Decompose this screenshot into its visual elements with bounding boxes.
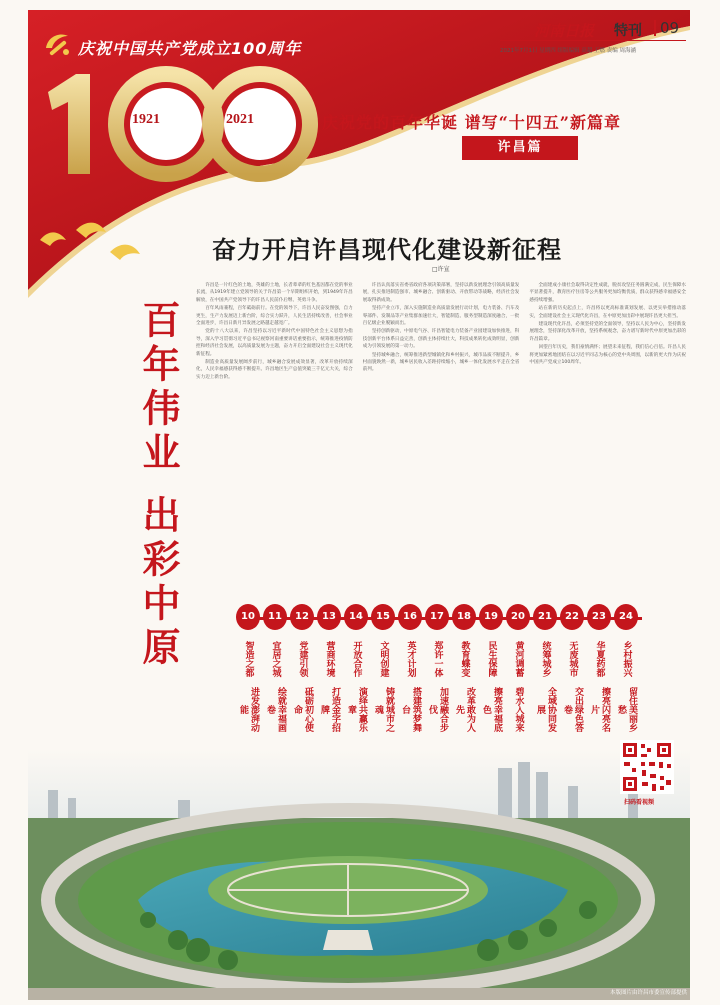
paragraph: 建设现代化许昌，必须坚持党的全面领导，坚持以人民为中心，坚持新发展理念，坚持深化改革开放，坚持系统观念，奋力谱写新时代中原更加出彩的许昌篇章。 <box>529 322 687 342</box>
paragraph: 坚持创新驱动，中原电气谷、许昌智能电力装备产业园建设加快推进，科技创新平台体系日益完善，创新主体持续壮大，科技成果转化成效明显，创新成为引领发展的第一动力。 <box>362 329 520 350</box>
newspaper-brand: 河南日报 <box>534 22 595 40</box>
chapter-title: 乡村振兴 <box>621 641 632 677</box>
chapter-number: 18 <box>452 604 476 630</box>
paragraph: 坚持产业立市，深入实施制造业高质量发展行动计划，电力装备、汽车及零部件、发制品等产业集群加速壮大，智能制造、服务型制造深度融合，一批百亿级企业脱颖而出。 <box>362 306 520 327</box>
chapter-title: 宜居之城 <box>270 641 281 677</box>
masthead-divider <box>654 20 656 36</box>
chapter-number: 19 <box>479 604 503 630</box>
chapter-item[interactable] <box>614 604 638 734</box>
chapter-subtitle: 打造金字招牌 <box>319 686 340 732</box>
chapter-item[interactable] <box>317 604 341 734</box>
chapter-subtitle: 改革敢为人先 <box>454 686 475 732</box>
chapter-title: 统筹城乡 <box>540 641 551 677</box>
chapter-subtitle: 交出绿色答卷 <box>562 686 583 732</box>
chapter-item[interactable] <box>560 604 584 734</box>
chapter-subtitle: 擦亮闪亮名片 <box>589 686 610 732</box>
chapter-number: 24 <box>614 604 638 630</box>
anniversary-slogan: 庆祝中国共产党成立100周年 <box>78 39 302 58</box>
chapter-item[interactable] <box>263 604 287 734</box>
chapter-number: 14 <box>344 604 368 630</box>
paragraph: 制造业高质量发展阔步前行，城乡融合发展成效显著，改革开放持续深化，人民幸福感获得感不断提升。许昌地区生产总值突破三千亿元大关，综合实力迈上新台阶。 <box>196 360 353 380</box>
chapter-item[interactable] <box>452 604 476 734</box>
chapter-subtitle: 绘就幸福画卷 <box>265 686 286 732</box>
date-line: 2021年7月1日 星期四 组版编辑 高超 王燃 责编 周海涵 <box>500 48 636 54</box>
qr-caption: 扫码看视频 <box>624 799 655 806</box>
theme-slogan: 庆祝党的百年华诞 谱写“十四五”新篇章 <box>322 113 621 132</box>
page-number: 09 <box>660 19 680 37</box>
chapter-title: 黄河调蓄 <box>513 641 524 677</box>
paragraph: 坚持城乡融合，统筹推进新型城镇化和乡村振兴，城市品质不断提升，乡村面貌焕然一新，城乡居民收入差距持续缩小，城乡一体化发展水平走在全省前列。 <box>362 352 520 373</box>
chapter-subtitle: 全域协同发展 <box>535 686 556 732</box>
chapter-title: 民生保障 <box>486 641 497 677</box>
paragraph: 全面建成小康社会取得决定性成就，脱贫攻坚任务圆满完成，民生保障水平显著提升，教育医疗住房等公共服务更加均衡优质，群众获得感幸福感安全感持续增强。 <box>529 283 687 303</box>
chapter-number: 10 <box>236 604 260 630</box>
chapter-item[interactable] <box>425 604 449 734</box>
chapter-item[interactable] <box>506 604 530 734</box>
paragraph: 许昌认真落实省委省政府各项决策部署，坚持以新发展理念引领高质量发展，扎实推进制造强市、城乡融合、创新驱动、开放带动等战略，经济社会发展取得新成效。 <box>362 283 520 303</box>
chapter-number: 23 <box>587 604 611 630</box>
vertical-title: 百年伟业 出彩中原 <box>136 300 181 672</box>
chapter-number: 13 <box>317 604 341 630</box>
chapter-subtitle: 擦亮幸福底色 <box>481 686 502 732</box>
chapter-index <box>236 604 646 734</box>
chapter-subtitle: 砥砺初心使命 <box>292 686 313 732</box>
chapter-subtitle: 加速融合步伐 <box>427 686 448 732</box>
qr-code-icon[interactable] <box>620 740 674 794</box>
chapter-title: 文明创建 <box>378 641 389 677</box>
chapter-subtitle: 进发澎湃动能 <box>238 686 259 732</box>
chapter-title: 华夏药都 <box>594 641 605 677</box>
section-badge: 许昌篇 <box>462 136 578 160</box>
article-byline: □许宣 <box>432 266 450 273</box>
chapter-number: 20 <box>506 604 530 630</box>
photo-credit: 本版图片由许昌市委宣传部提供 <box>610 990 688 996</box>
doves-icon <box>30 210 160 270</box>
edition-label: 特刊 <box>614 23 642 39</box>
chapter-item[interactable] <box>587 604 611 734</box>
chapter-number: 21 <box>533 604 557 630</box>
chapter-subtitle: 碧水入城来 <box>513 686 524 732</box>
chapter-number: 11 <box>263 604 287 630</box>
chapter-item[interactable] <box>371 604 395 734</box>
chapter-number: 22 <box>560 604 584 630</box>
chapter-title: 教育蝶变 <box>459 641 470 677</box>
paragraph: 站在新的历史起点上，许昌将以更高标准谋划发展、以更实举措推动落实，全面建设社会主义现代化许昌，在中原更加出彩中展现许昌更大担当。 <box>529 306 687 319</box>
chapter-item[interactable] <box>533 604 557 734</box>
chapter-title: 英才计划 <box>405 641 416 677</box>
chapter-title: 无废城市 <box>567 641 578 677</box>
chapter-number: 17 <box>425 604 449 630</box>
paragraph: 党的十八大以来，许昌坚持以习近平新时代中国特色社会主义思想为指导，深入学习贯彻习近平总书记视察河南重要讲话重要指示，统筹推进疫情防控和经济社会发展，以高质量发展为主题，奋力开启全面建设社会主义现代化新征程。 <box>196 329 353 357</box>
chapter-item[interactable] <box>344 604 368 734</box>
chapter-title: 郑许一体 <box>432 641 443 677</box>
chapter-title: 智造之都 <box>243 641 254 677</box>
article-headline: 奋力开启许昌现代化建设新征程 <box>212 235 562 264</box>
hundred-logo <box>38 62 318 182</box>
chapter-item[interactable] <box>290 604 314 734</box>
chapter-number: 12 <box>290 604 314 630</box>
year-end: 2021 <box>226 112 254 127</box>
chapter-subtitle: 演绎共赢乐章 <box>346 686 367 732</box>
chapter-subtitle: 铸就城市之魂 <box>373 686 394 732</box>
chapter-title: 党建引领 <box>297 641 308 677</box>
masthead-rule <box>500 40 686 41</box>
chapter-number: 16 <box>398 604 422 630</box>
paragraph: 许昌是一片红色的土地，英雄的土地，长者辈辈的红色基因都在党的事业长流，从1919年建立党领导的关于许昌第一个早期组织开始，到1949年许昌解放，在中国共产党领导下的许昌人民前仆后继、英勇斗争。 <box>196 283 353 303</box>
paragraph: 回望百年历史，我们豪情满怀；展望未来征程，我们信心百倍。许昌人民将更加紧密地团结在以习近平同志为核心的党中央周围，以新的更大作为庆祝中国共产党成立100周年。 <box>529 345 687 366</box>
chapter-item[interactable] <box>479 604 503 734</box>
year-start: 1921 <box>132 112 160 127</box>
chapter-number: 15 <box>371 604 395 630</box>
paragraph: 百年风雨兼程，百年砥砺前行。在党的领导下，许昌人民奋发图强，自力更生，生产力发展迈上新台阶，综合实力跃升，人民生活持续改善，社会事业全面进步，许昌日新月异发展之路越走越宽广。 <box>196 306 353 327</box>
party-emblem-icon <box>40 28 74 58</box>
chapter-subtitle: 留住美丽乡愁 <box>616 686 637 732</box>
chapter-subtitle: 搭建筑梦舞台 <box>400 686 421 732</box>
chapter-item[interactable] <box>236 604 260 734</box>
chapter-title: 营商环境 <box>324 641 335 677</box>
chapter-item[interactable] <box>398 604 422 734</box>
aerial-city-photo <box>28 750 690 1000</box>
chapter-title: 开放合作 <box>351 641 362 677</box>
